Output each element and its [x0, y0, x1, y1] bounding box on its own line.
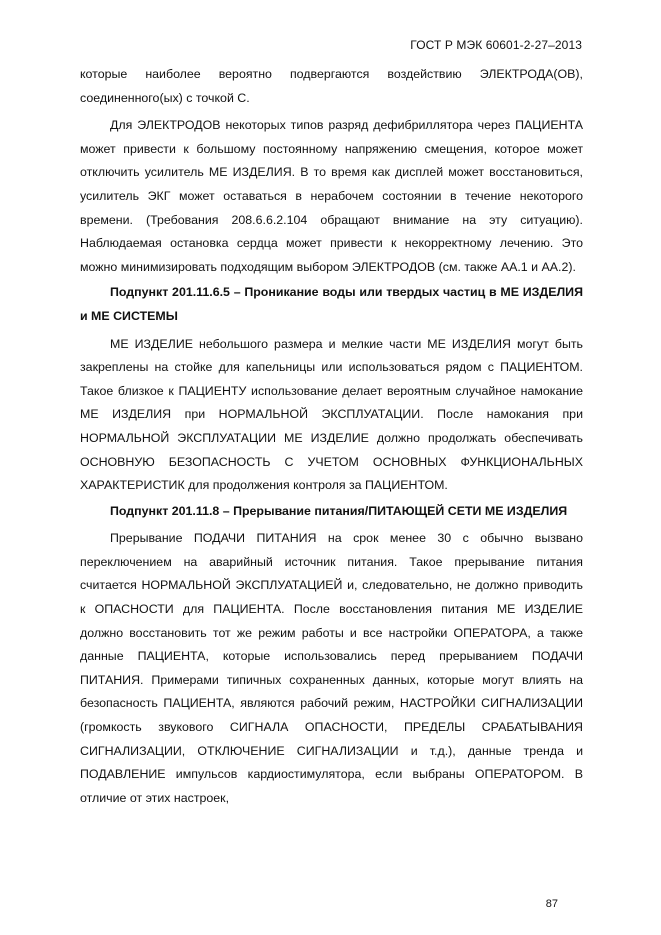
- continuation-paragraph: которые наиболее вероятно подвергаются воздействию ЭЛЕКТРОДА(ОВ), соединенного(ых) с точкой C.: [80, 67, 583, 105]
- document-header: ГОСТ Р МЭК 60601-2-27–2013: [410, 38, 582, 52]
- document-body: [80, 63, 583, 810]
- page-number: 87: [545, 898, 558, 910]
- subclause-heading-201-11-6-5: Подпункт 201.11.6.5 – Проникание воды или твердых частиц в МЕ ИЗДЕЛИЯ и МЕ СИСТЕМЫ: [80, 285, 583, 323]
- subclause-heading-201-11-8: Подпункт 201.11.8 – Прерывание питания/ПИТАЮЩЕЙ СЕТИ МЕ ИЗДЕЛИЯ: [110, 503, 568, 518]
- electrode-paragraph: Для ЭЛЕКТРОДОВ некоторых типов разряд дефибриллятора через ПАЦИЕНТА может привести к большому постоянному напряжению смещения, которое может отключить усилитель МЕ ИЗДЕЛИЯ. В то время как дисплей может восстановиться, усилитель ЭКГ может оставаться в нерабочем состоянии в течение некоторого времени. (Требования 208.6.6.2.104 обращают внимание на эту ситуацию). Наблюдаемая остановка сердца может привести к некорректному лечению. Это можно минимизировать подходящим выбором ЭЛЕКТРОДОВ (см. также АА.1 и АА.2).: [80, 118, 583, 274]
- water-ingress-paragraph: МЕ ИЗДЕЛИЕ небольшого размера и мелкие части МЕ ИЗДЕЛИЯ могут быть закреплены на стойке для капельницы или использоваться рядом с ПАЦИЕНТОМ. Такое близкое к ПАЦИЕНТУ использование делает вероятным случайное намокание МЕ ИЗДЕЛИЯ при НОРМАЛЬНОЙ ЭКСПЛУАТАЦИИ. После намокания при НОРМАЛЬНОЙ ЭКСПЛУАТАЦИИ МЕ ИЗДЕЛИЕ должно продолжать обеспечивать ОСНОВНУЮ БЕЗОПАСНОСТЬ С УЧЕТОМ ОСНОВНЫХ ФУНКЦИОНАЛЬНЫХ ХАРАКТЕРИСТИК для продолжения контроля за ПАЦИЕНТОМ.: [80, 336, 583, 493]
- power-interruption-paragraph: Прерывание ПОДАЧИ ПИТАНИЯ на срок менее 30 с обычно вызвано переключением на аварийный источник питания. Такое прерывание питания считается НОРМАЛЬНОЙ ЭКСПЛУАТАЦИЕЙ и, следовательно, не должно приводить к ОПАСНОСТИ для ПАЦИЕНТА. После восстановления питания МЕ ИЗДЕЛИЕ должно восстановить тот же режим работы и все настройки ОПЕРАТОРА, а также данные ПАЦИЕНТА, которые использовались перед прерыванием ПОДАЧИ ПИТАНИЯ. Примерами типичных сохраненных данных, которые могут влиять на безопасность ПАЦИЕНТА, являются рабочий режим, НАСТРОЙКИ СИГНАЛИЗАЦИИ (громкость звукового СИГНАЛА ОПАСНОСТИ, ПРЕДЕЛЫ СРАБАТЫВАНИЯ СИГНАЛИЗАЦИИ, ОТКЛЮЧЕНИЕ СИГНАЛИЗАЦИИ и т.д.), данные тренда и ПОДАВЛЕНИЕ импульсов кардиостимулятора, если выбраны ОПЕРАТОРОМ. В отличие от этих настроек,: [80, 531, 583, 805]
